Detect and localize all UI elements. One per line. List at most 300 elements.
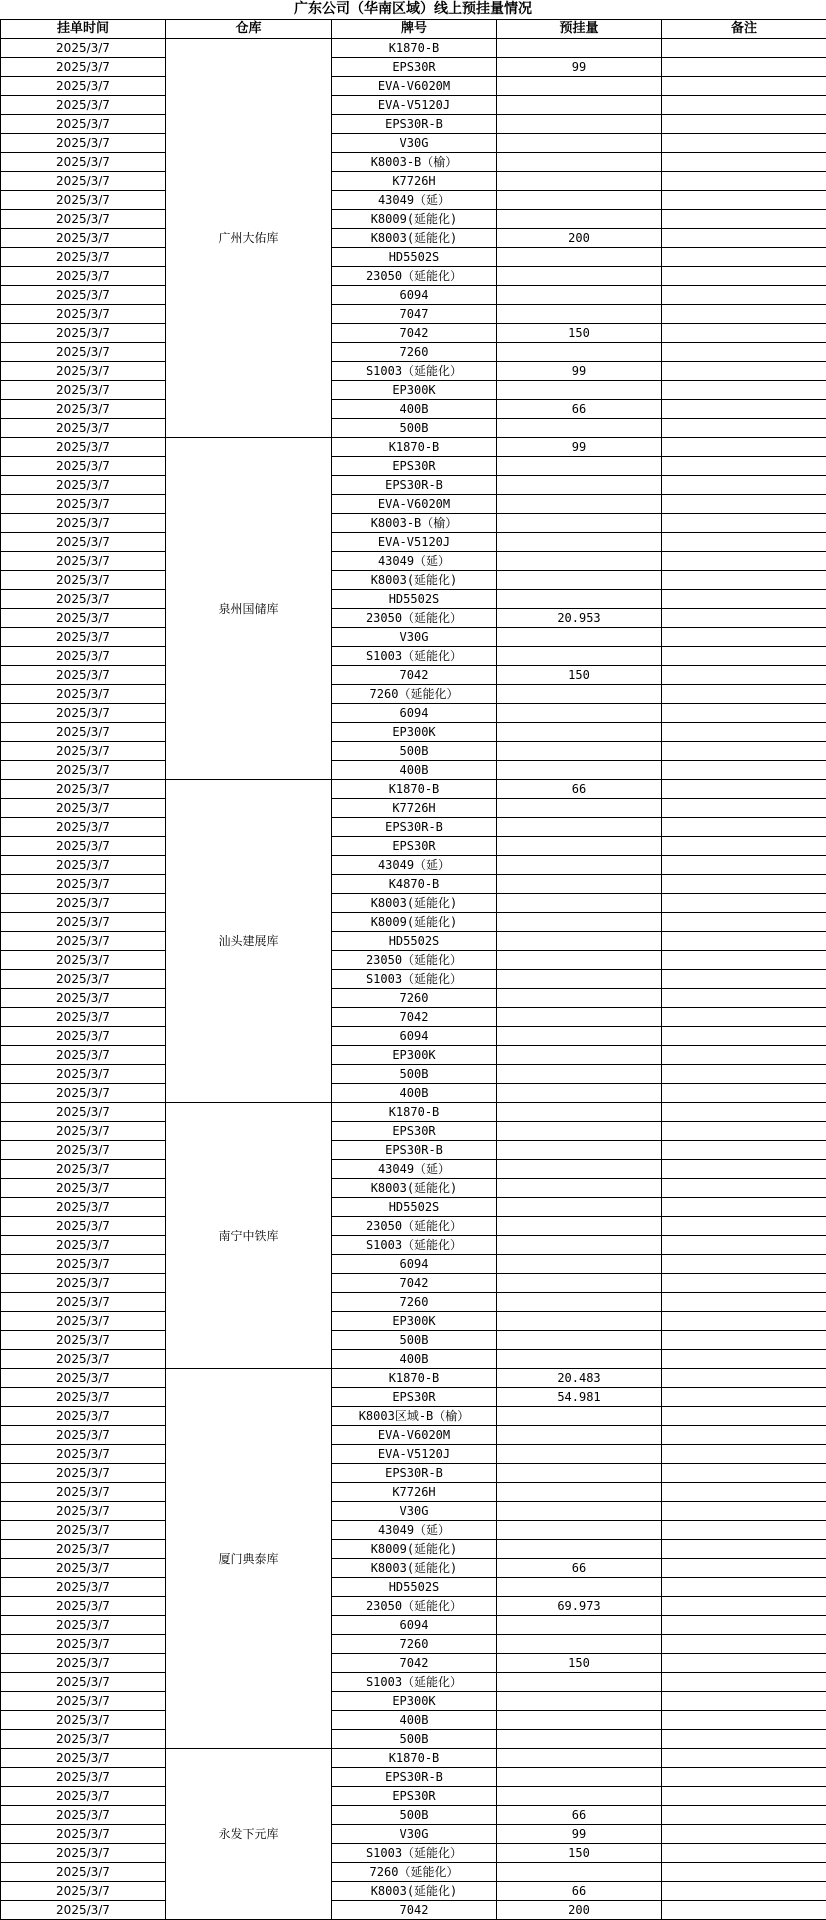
table-row [1,761,826,780]
cell-quantity [497,1464,662,1483]
cell-grade: 43049（延） [332,191,497,210]
cell-quantity [497,989,662,1008]
cell-grade: EPS30R-B [332,1141,497,1160]
table-row [1,1198,826,1217]
table-row [1,1179,826,1198]
table-row [1,1711,826,1730]
cell-grade: EPS30R-B [332,476,497,495]
cell-grade: 7042 [332,666,497,685]
cell-remarks [662,1331,826,1350]
table-row [1,381,826,400]
table-row [1,1274,826,1293]
table-row [1,1141,826,1160]
cell-listing-date: 2025/3/7 [1,1673,166,1692]
table-row [1,1540,826,1559]
cell-grade: K8003(延能化) [332,229,497,248]
cell-remarks [662,1388,826,1407]
cell-remarks [662,495,826,514]
cell-quantity [497,134,662,153]
table-row [1,1236,826,1255]
cell-quantity [497,1350,662,1369]
cell-grade: 43049（延） [332,552,497,571]
cell-quantity [497,1217,662,1236]
cell-grade: K1870-B [332,39,497,58]
cell-remarks [662,742,826,761]
cell-quantity [497,1407,662,1426]
table-row [1,685,826,704]
cell-listing-date: 2025/3/7 [1,552,166,571]
table-row [1,1673,826,1692]
cell-listing-date: 2025/3/7 [1,495,166,514]
cell-quantity: 99 [497,58,662,77]
table-row [1,1901,826,1920]
cell-listing-date: 2025/3/7 [1,1882,166,1901]
cell-remarks [662,1483,826,1502]
cell-remarks [662,1768,826,1787]
cell-listing-date: 2025/3/7 [1,1540,166,1559]
cell-remarks [662,1806,826,1825]
cell-quantity [497,723,662,742]
cell-listing-date: 2025/3/7 [1,590,166,609]
cell-grade: K8009(延能化) [332,210,497,229]
cell-quantity [497,685,662,704]
cell-listing-date: 2025/3/7 [1,1464,166,1483]
cell-grade: EPS30R-B [332,818,497,837]
cell-grade: K1870-B [332,780,497,799]
cell-remarks [662,837,826,856]
cell-warehouse: 泉州国储库 [166,438,332,780]
cell-quantity [497,419,662,438]
cell-remarks [662,1882,826,1901]
cell-quantity [497,495,662,514]
cell-listing-date: 2025/3/7 [1,894,166,913]
table-row [1,419,826,438]
cell-remarks [662,419,826,438]
cell-quantity [497,1179,662,1198]
table-row [1,1369,826,1388]
table-row [1,286,826,305]
cell-grade: 6094 [332,1616,497,1635]
cell-quantity [497,1293,662,1312]
cell-quantity [497,571,662,590]
cell-quantity [497,533,662,552]
cell-listing-date: 2025/3/7 [1,134,166,153]
cell-quantity: 99 [497,1825,662,1844]
cell-grade: V30G [332,134,497,153]
cell-listing-date: 2025/3/7 [1,1274,166,1293]
cell-listing-date: 2025/3/7 [1,1901,166,1920]
cell-grade: 6094 [332,286,497,305]
cell-grade: 500B [332,1065,497,1084]
cell-listing-date: 2025/3/7 [1,704,166,723]
cell-listing-date: 2025/3/7 [1,1616,166,1635]
cell-listing-date: 2025/3/7 [1,533,166,552]
cell-grade: 7042 [332,1901,497,1920]
table-row [1,1046,826,1065]
cell-grade: EP300K [332,1312,497,1331]
cell-grade: S1003（延能化） [332,647,497,666]
cell-listing-date: 2025/3/7 [1,1502,166,1521]
cell-listing-date: 2025/3/7 [1,58,166,77]
cell-quantity: 200 [497,229,662,248]
cell-grade: V30G [332,1502,497,1521]
cell-remarks [662,1901,826,1920]
pre-listing-table [0,19,826,1920]
cell-listing-date: 2025/3/7 [1,1844,166,1863]
cell-grade: V30G [332,628,497,647]
cell-grade: 7042 [332,1008,497,1027]
cell-remarks [662,1103,826,1122]
cell-remarks [662,533,826,552]
cell-quantity [497,96,662,115]
table-row [1,1654,826,1673]
cell-grade: EP300K [332,723,497,742]
cell-listing-date: 2025/3/7 [1,1179,166,1198]
cell-quantity [497,913,662,932]
cell-quantity [497,1616,662,1635]
cell-grade: 500B [332,419,497,438]
cell-listing-date: 2025/3/7 [1,837,166,856]
cell-listing-date: 2025/3/7 [1,1692,166,1711]
cell-remarks [662,1160,826,1179]
cell-remarks [662,39,826,58]
cell-listing-date: 2025/3/7 [1,1008,166,1027]
cell-quantity [497,172,662,191]
cell-listing-date: 2025/3/7 [1,818,166,837]
cell-remarks [662,780,826,799]
cell-quantity [497,1103,662,1122]
cell-listing-date: 2025/3/7 [1,1559,166,1578]
cell-listing-date: 2025/3/7 [1,1825,166,1844]
cell-quantity [497,1502,662,1521]
cell-remarks [662,875,826,894]
cell-listing-date: 2025/3/7 [1,1787,166,1806]
cell-remarks [662,1350,826,1369]
cell-grade: K8003(延能化) [332,1882,497,1901]
cell-remarks [662,514,826,533]
cell-listing-date: 2025/3/7 [1,1141,166,1160]
cell-quantity [497,761,662,780]
table-row [1,837,826,856]
cell-quantity [497,1635,662,1654]
cell-remarks [662,1046,826,1065]
cell-quantity [497,1445,662,1464]
cell-grade: EVA-V5120J [332,1445,497,1464]
cell-listing-date: 2025/3/7 [1,191,166,210]
cell-warehouse: 南宁中铁库 [166,1103,332,1369]
cell-remarks [662,1027,826,1046]
cell-quantity [497,286,662,305]
cell-quantity [497,1749,662,1768]
cell-remarks [662,1122,826,1141]
cell-quantity [497,837,662,856]
cell-remarks [662,1559,826,1578]
cell-listing-date: 2025/3/7 [1,1711,166,1730]
cell-listing-date: 2025/3/7 [1,1160,166,1179]
cell-grade: EPS30R [332,1388,497,1407]
table-row [1,1407,826,1426]
table-row [1,704,826,723]
cell-quantity [497,742,662,761]
cell-grade: S1003（延能化） [332,1236,497,1255]
cell-remarks [662,1464,826,1483]
cell-quantity [497,818,662,837]
cell-remarks [662,1616,826,1635]
cell-remarks [662,856,826,875]
cell-remarks [662,476,826,495]
cell-grade: K1870-B [332,1369,497,1388]
column-header-time: 挂单时间 [1,20,166,39]
cell-grade: K8003区域-B（榆） [332,1407,497,1426]
cell-listing-date: 2025/3/7 [1,723,166,742]
table-row [1,1122,826,1141]
cell-remarks [662,1730,826,1749]
cell-listing-date: 2025/3/7 [1,343,166,362]
table-row [1,96,826,115]
cell-grade: 400B [332,400,497,419]
table-row [1,1350,826,1369]
cell-listing-date: 2025/3/7 [1,457,166,476]
table-row [1,1331,826,1350]
cell-grade: 7042 [332,324,497,343]
table-row [1,875,826,894]
table-row [1,1483,826,1502]
cell-grade: K1870-B [332,438,497,457]
cell-listing-date: 2025/3/7 [1,742,166,761]
cell-quantity [497,1027,662,1046]
cell-grade: 500B [332,1331,497,1350]
cell-quantity: 150 [497,666,662,685]
cell-remarks [662,1692,826,1711]
cell-remarks [662,1844,826,1863]
table-body [1,39,826,1920]
cell-grade: S1003（延能化） [332,970,497,989]
cell-quantity [497,970,662,989]
cell-quantity [497,153,662,172]
cell-remarks [662,932,826,951]
cell-listing-date: 2025/3/7 [1,77,166,96]
cell-remarks [662,457,826,476]
table-row [1,77,826,96]
cell-grade: 6094 [332,1027,497,1046]
cell-remarks [662,229,826,248]
cell-listing-date: 2025/3/7 [1,1350,166,1369]
cell-grade: HD5502S [332,1578,497,1597]
cell-quantity [497,1084,662,1103]
column-header-grade: 牌号 [332,20,497,39]
cell-warehouse: 广州大佑库 [166,39,332,438]
cell-listing-date: 2025/3/7 [1,1597,166,1616]
cell-grade: K8003(延能化) [332,1179,497,1198]
column-header-remarks: 备注 [662,20,826,39]
cell-remarks [662,1179,826,1198]
cell-remarks [662,951,826,970]
cell-grade: 500B [332,1806,497,1825]
cell-listing-date: 2025/3/7 [1,1046,166,1065]
cell-grade: EP300K [332,1046,497,1065]
table-row [1,1065,826,1084]
cell-grade: EVA-V5120J [332,96,497,115]
table-row [1,58,826,77]
table-row [1,533,826,552]
cell-remarks [662,1407,826,1426]
cell-quantity [497,1521,662,1540]
cell-quantity: 66 [497,780,662,799]
table-row [1,267,826,286]
table-row [1,191,826,210]
cell-quantity [497,77,662,96]
cell-quantity [497,875,662,894]
cell-remarks [662,913,826,932]
cell-quantity [497,1540,662,1559]
cell-listing-date: 2025/3/7 [1,780,166,799]
table-row [1,1559,826,1578]
cell-listing-date: 2025/3/7 [1,1749,166,1768]
table-row [1,1578,826,1597]
cell-quantity [497,191,662,210]
cell-warehouse: 汕头建展库 [166,780,332,1103]
table-row [1,134,826,153]
cell-quantity [497,305,662,324]
cell-remarks [662,1217,826,1236]
cell-grade: 400B [332,1084,497,1103]
cell-quantity: 66 [497,1559,662,1578]
cell-quantity [497,381,662,400]
sheet-title: 广东公司（华南区域）线上预挂量情况 [294,1,532,17]
cell-remarks [662,1255,826,1274]
cell-grade: 43049（延） [332,1160,497,1179]
table-row [1,39,826,58]
cell-listing-date: 2025/3/7 [1,666,166,685]
cell-listing-date: 2025/3/7 [1,1768,166,1787]
cell-listing-date: 2025/3/7 [1,1293,166,1312]
cell-quantity [497,1274,662,1293]
cell-remarks [662,153,826,172]
cell-listing-date: 2025/3/7 [1,96,166,115]
cell-remarks [662,1293,826,1312]
cell-quantity [497,115,662,134]
cell-grade: 400B [332,761,497,780]
cell-grade: 500B [332,742,497,761]
cell-listing-date: 2025/3/7 [1,419,166,438]
cell-listing-date: 2025/3/7 [1,1312,166,1331]
cell-listing-date: 2025/3/7 [1,856,166,875]
table-row [1,989,826,1008]
cell-quantity [497,1331,662,1350]
cell-listing-date: 2025/3/7 [1,248,166,267]
cell-listing-date: 2025/3/7 [1,438,166,457]
cell-quantity [497,1787,662,1806]
cell-remarks [662,894,826,913]
cell-grade: EPS30R [332,1122,497,1141]
cell-grade: 7047 [332,305,497,324]
table-row [1,552,826,571]
cell-remarks [662,571,826,590]
cell-grade: HD5502S [332,590,497,609]
table-row [1,362,826,381]
cell-grade: K7726H [332,799,497,818]
cell-quantity [497,248,662,267]
cell-quantity [497,951,662,970]
table-row [1,514,826,533]
cell-listing-date: 2025/3/7 [1,1027,166,1046]
cell-grade: 6094 [332,1255,497,1274]
cell-quantity [497,1065,662,1084]
table-row [1,1008,826,1027]
cell-remarks [662,172,826,191]
cell-grade: HD5502S [332,1198,497,1217]
cell-remarks [662,723,826,742]
table-row [1,666,826,685]
cell-listing-date: 2025/3/7 [1,1578,166,1597]
cell-grade: 23050（延能化） [332,267,497,286]
table-row [1,1217,826,1236]
cell-remarks [662,1540,826,1559]
cell-grade: K4870-B [332,875,497,894]
table-row [1,1103,826,1122]
cell-grade: 7260 [332,1635,497,1654]
cell-quantity [497,1578,662,1597]
header-row [1,20,826,39]
cell-grade: S1003（延能化） [332,1844,497,1863]
cell-listing-date: 2025/3/7 [1,476,166,495]
table-row [1,913,826,932]
table-row [1,1027,826,1046]
cell-listing-date: 2025/3/7 [1,1217,166,1236]
cell-remarks [662,1787,826,1806]
cell-grade: 400B [332,1350,497,1369]
cell-remarks [662,305,826,324]
cell-listing-date: 2025/3/7 [1,761,166,780]
cell-quantity: 54.981 [497,1388,662,1407]
cell-quantity [497,1673,662,1692]
cell-grade: EP300K [332,1692,497,1711]
cell-remarks [662,970,826,989]
cell-remarks [662,400,826,419]
cell-grade: HD5502S [332,248,497,267]
cell-grade: EPS30R-B [332,115,497,134]
cell-quantity [497,1483,662,1502]
cell-listing-date: 2025/3/7 [1,1863,166,1882]
cell-grade: 7260 [332,343,497,362]
cell-remarks [662,590,826,609]
cell-quantity: 66 [497,1882,662,1901]
cell-quantity [497,1160,662,1179]
cell-grade: EPS30R [332,1787,497,1806]
column-header-quantity: 预挂量 [497,20,662,39]
cell-listing-date: 2025/3/7 [1,153,166,172]
cell-listing-date: 2025/3/7 [1,1388,166,1407]
table-row [1,1730,826,1749]
cell-listing-date: 2025/3/7 [1,267,166,286]
cell-remarks [662,210,826,229]
cell-quantity [497,856,662,875]
table-row [1,324,826,343]
table-row [1,1768,826,1787]
table-row [1,894,826,913]
table-row [1,590,826,609]
cell-listing-date: 2025/3/7 [1,1198,166,1217]
cell-remarks [662,704,826,723]
cell-remarks [662,77,826,96]
table-row [1,628,826,647]
cell-listing-date: 2025/3/7 [1,970,166,989]
cell-quantity [497,1768,662,1787]
cell-listing-date: 2025/3/7 [1,1369,166,1388]
cell-quantity [497,590,662,609]
cell-remarks [662,267,826,286]
table-row [1,1312,826,1331]
